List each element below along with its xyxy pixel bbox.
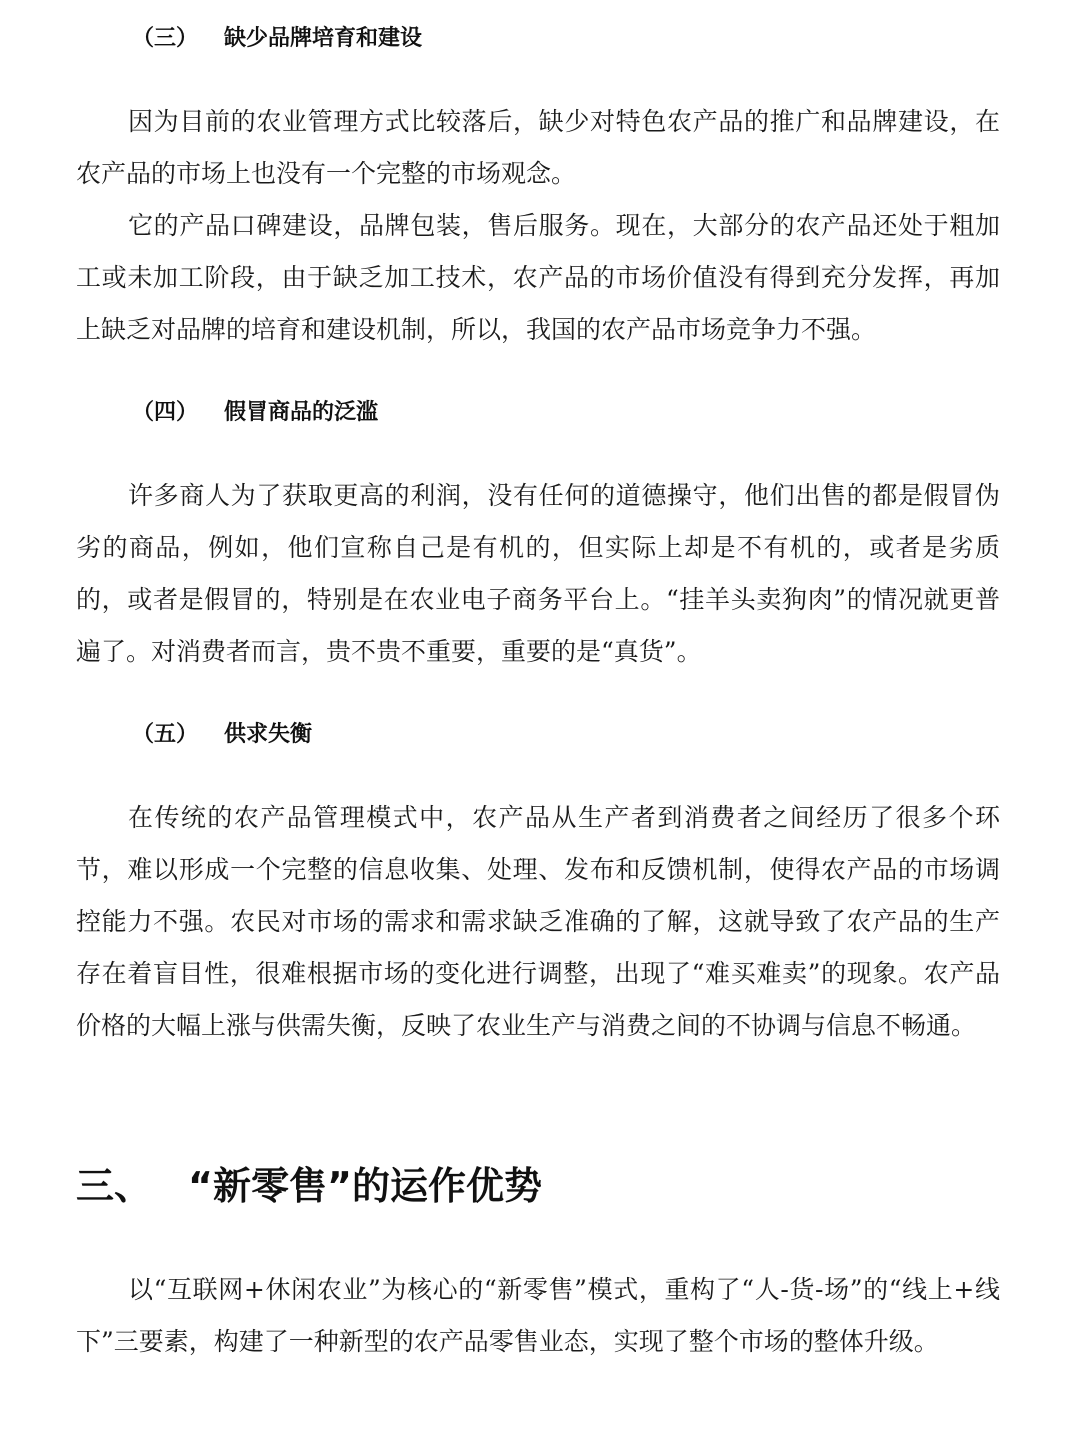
section-title: 缺少品牌培育和建设 — [224, 26, 423, 51]
chapter-number: 三、 — [76, 1164, 153, 1208]
paragraph: 许多商人为了获取更高的利润，没有任何的道德操守，他们出售的都是假冒伪劣的商品，例如，他们宣称自己是有机的，但实际上却是不有机的，或者是劣质的，或者是假冒的，特别是在农业电子商务平台上。“挂羊头卖狗肉”的情况就更普遍了。对消费者而言，贵不贵不重要，重要的是“真货”。 — [76, 481, 1000, 666]
chapter-title: “新零售”的运作优势 — [188, 1164, 542, 1208]
section-title: 假冒商品的泛滥 — [224, 400, 379, 425]
paragraph: 以“互联网+休闲农业”为核心的“新零售”模式，重构了“人-货-场”的“线上+线下”三要素，构建了一种新型的农产品零售业态，实现了整个市场的整体升级。 — [76, 1275, 1000, 1356]
section-heading-4 — [132, 398, 378, 428]
section-number: （五） — [132, 722, 199, 747]
section-number: （四） — [132, 400, 199, 425]
section-number: （三） — [132, 26, 199, 51]
section-heading-3 — [132, 24, 422, 54]
section-title: 供求失衡 — [224, 722, 313, 747]
section-heading-5 — [132, 720, 312, 750]
paragraph: 它的产品口碑建设，品牌包装，售后服务。现在，大部分的农产品还处于粗加工或未加工阶段，由于缺乏加工技术，农产品的市场价值没有得到充分发挥，再加上缺乏对品牌的培育和建设机制，所以，我国的农产品市场竞争力不强。 — [76, 211, 1000, 344]
paragraph: 在传统的农产品管理模式中，农产品从生产者到消费者之间经历了很多个环节，难以形成一个完整的信息收集、处理、发布和反馈机制，使得农产品的市场调控能力不强。农民对市场的需求和需求缺乏准确的了解，这就导致了农产品的生产存在着盲目性，很难根据市场的变化进行调整，出现了“难买难卖”的现象。农产品价格的大幅上涨与供需失衡，反映了农业生产与消费之间的不协调与信息不畅通。 — [76, 803, 1000, 1040]
chapter-heading — [76, 1158, 542, 1214]
paragraph: 因为目前的农业管理方式比较落后，缺少对特色农产品的推广和品牌建设，在农产品的市场上也没有一个完整的市场观念。 — [76, 107, 1000, 188]
